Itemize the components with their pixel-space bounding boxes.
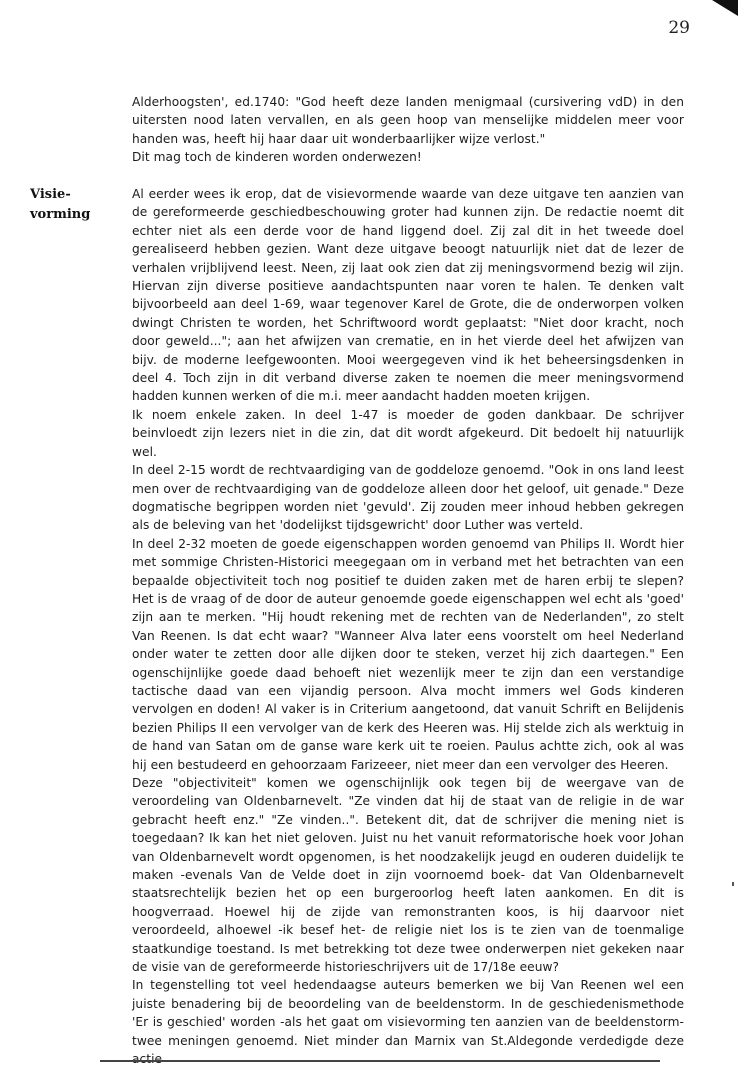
paragraph: In tegenstelling tot veel hedendaagse auteurs bemerken we bij Van Reenen wel een juiste benadering bij de beoordeling van de beeldenstorm. In de geschiedenismethode 'Er is geschied' worden -als het gaat om visievorming ten aanzien van de beeldenstorm- twee meningen genoemd. Niet minder dan Marnix van St.Aldegonde verdedigde deze xyxy=(132,978,684,1048)
paragraph: Al eerder wees ik erop, dat de visievormende waarde van deze uitgave ten aanzien van de gereformeerde geschiedbeschouwing groter had kunnen zijn. De redactie noemt dit echter niet als een derde voor de hand liggend doel. Zij zal dit in het tweede doel gerealiseerd hebben gezien. Want deze uitgave beoogt natuurlijk niet dat de lezer de verhalen vrijblijvend leest. Neen, zij laat ook zien dat zij meningsvormend bezig wil zijn. Hiervan zijn diverse positieve aandachtspunten naar voren te halen. Te denken valt bijvoorbeeld aan deel 1-69, waar tegenover Karel de Grote, die de onderworpen volken dwingt Christen te worden, het Schriftwoord wordt geplaatst: "Niet door kracht, noch door geweld..."; aan het afwijzen van crematie, en in het vierde deel het afwijzen van bijv. de moderne leefgewoonten. Mooi weergegeven vind ik het beheersingsdenken in deel 4. Toch zijn in dit verband diverse zaken te noemen die meer meningsvormend hadden kunnen werken of die m.i. meer aandacht hadden moeten krijgen. xyxy=(132,187,684,404)
paragraph: In deel 2-15 wordt de rechtvaardiging van de goddeloze genoemd. "Ook in ons land leest men over de rechtvaardiging van de goddeloze alleen door het geloof, uit genade." Deze dogmatische begrippen worden niet 'gevuld'. Zij zouden meer inhoud hebben gekregen als de beleving van het 'dodelijkst tijdsgewricht' door Luther was verteld. xyxy=(132,463,684,533)
paragraph: Alderhoogsten', ed.1740: "God heeft deze landen menigmaal (cursivering vdD) in den uitersten nood laten vervallen, en als geen hoop van menselijke middelen meer voor handen was, heeft hij haar daar uit wonderbaarlijker wijze verlost." xyxy=(132,95,684,146)
page-number: 29 xyxy=(668,18,690,38)
text-block-continued xyxy=(132,93,684,167)
text-block-visievorming xyxy=(132,185,684,1069)
paragraph: In deel 2-32 moeten de goede eigenschappen worden genoemd van Philips II. Wordt hier met sommige Christen-Historici meegegaan om in verband met het betrachten van een bepaalde objectiviteit toch nog positief te duiden zaken met de haren erbij te slepen? Het is de vraag of de door de auteur genoemde goede eigenschappen wel echt als 'goed' zijn aan te merken. "Hij houdt rekening met de rechten van de Nederlanden", zo stelt Van Reenen. Is dat echt waar? "Wanneer Alva later eens voorstelt om heel Nederland onder water te zetten door alle dijken door te steken, verzet hij zich daartegen." Een ogenschijnlijke goede daad behoeft niet wezenlijk meer te zijn dan een verstandige tactische daad van een vijandig persoon. Alva mocht immers wel Gods kinderen vervolgen en doden! Al vaker is in Criterium aangetoond, dat vanuit Schrift en Belijdenis bezien Philips II een vervolger van de kerk des Heeren was. Hij stelde zich als werktuig in de hand van Satan om de ganse ware kerk uit te roeien. Paulus achtte zich, ook al was hij een bestudeerd en gehoorzaam Farizeeer, niet meer dan een vervolger des Heeren. xyxy=(132,536,684,772)
bottom-rule xyxy=(100,1060,660,1062)
scan-speck xyxy=(732,882,734,886)
margin-heading xyxy=(30,185,125,225)
paragraph: Deze "objectiviteit" komen we ogenschijnlijk ook tegen bij de weergave van de veroordeling van Oldenbarnevelt. "Ze vinden dat hij de staat van de religie in de war gebracht heeft enz." "Ze vinden..". Betekent dit, dat de schrijver die mening niet is toegedaan? Ik kan het niet geloven. Juist nu het vanuit reformatorische hoek voor Johan van Oldenbarnevelt wordt opgenomen, is het noodzakelijk jeugd en ouderen duidelijk te maken -evenals Van de Velde doet in zijn voornoemd boek- dat Van Oldenbarnevelt staatsrechtelijk bezien het op een burgeroorlog heeft laten aankomen. En dit is hoogverraad. Hoewel hij de zijde van remonstranten koos, is hij daarvoor niet veroordeeld, alhoewel -ik besef het- de religie niet los is te zien van de toenmalige staatkundige toestand. Is met betrekking tot deze twee onderwerpen niet gekeken naar de visie van de gereformeerde historieschrijvers uit de 17/18e eeuw? xyxy=(132,776,684,975)
margin-heading-line-1: Visie- xyxy=(30,187,71,202)
paragraph: Dit mag toch de kinderen worden onderwezen! xyxy=(132,150,422,165)
margin-heading-line-2: vorming xyxy=(30,207,91,222)
page-corner-mark xyxy=(712,0,738,16)
paragraph: Ik noem enkele zaken. In deel 1-47 is moeder de goden dankbaar. De schrijver beinvloedt zijn lezers niet in die zin, dat dit wordt afgekeurd. Dit bedoelt hij natuurlijk wel. xyxy=(132,407,684,459)
